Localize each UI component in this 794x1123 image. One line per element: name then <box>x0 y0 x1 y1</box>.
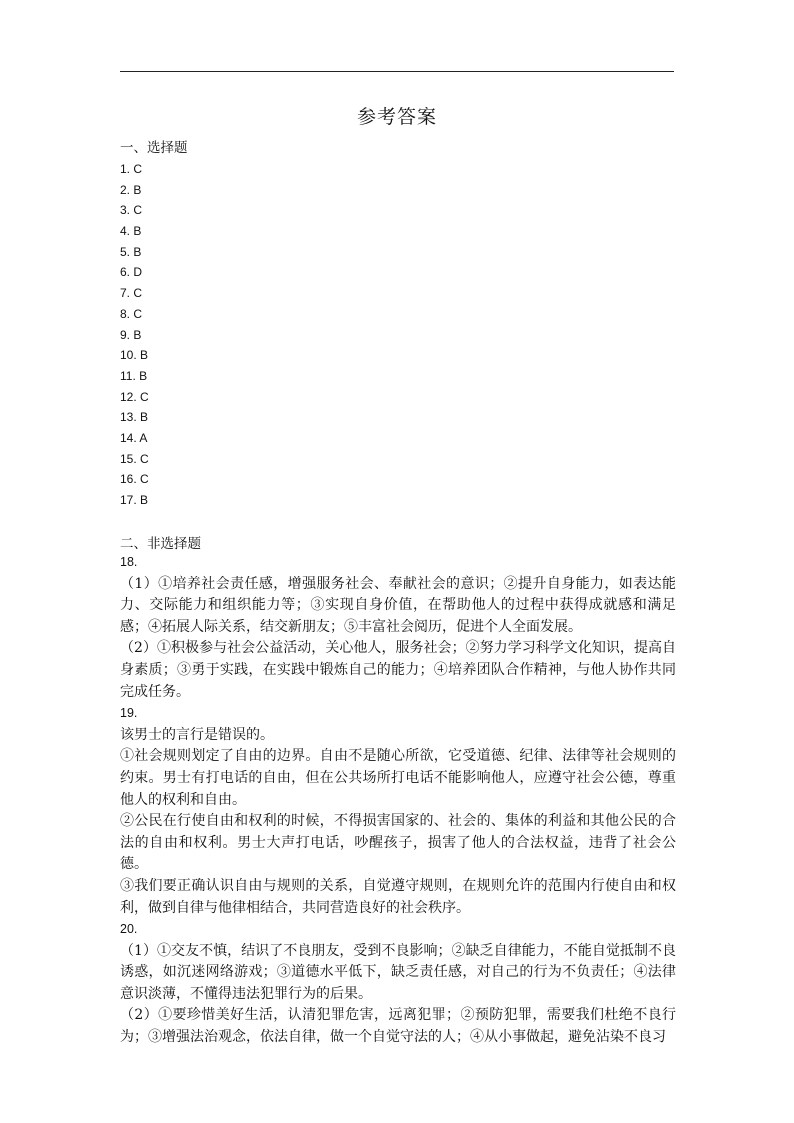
mc-answer: 8. C <box>120 306 143 321</box>
mc-answer: 6. D <box>120 265 143 280</box>
section-heading-multiple-choice: 一、选择题 <box>120 140 188 156</box>
multiple-choice-answer-list <box>120 159 149 511</box>
mc-answer: 4. B <box>120 224 142 239</box>
mc-answer: 13. B <box>120 410 149 425</box>
mc-answer: 7. C <box>120 286 143 301</box>
q20-answer-part-1: （1）①交友不慎，结识了不良朋友，受到不良影响；②缺乏自律能力，不能自觉抵制不良诱惑，如沉迷网络游戏；③道德水平低下，缺乏责任感，对自己的行为不负责任；④法律意识淡薄，不懂得违法犯罪行为的后果。 <box>120 942 676 1002</box>
mc-answer: 3. C <box>120 203 143 218</box>
open-question-answers <box>120 552 676 1049</box>
mc-answer: 14. A <box>120 430 148 445</box>
mc-answer: 16. C <box>120 472 149 487</box>
mc-answer: 12. C <box>120 389 149 404</box>
q19-point-2: ②公民在行使自由和权利的时候，不得损害国家的、社会的、集体的利益和其他公民的合法的自由和权利。男士大声打电话，吵醒孩子，损害了他人的合法权益，违背了社会公德。 <box>120 813 676 873</box>
mc-answer: 11. B <box>120 368 148 383</box>
q19-point-1: ①社会规则划定了自由的边界。自由不是随心所欲，它受道德、纪律、法律等社会规则的约束。男士有打电话的自由，但在公共场所打电话不能影响他人，应遵守社会公德，尊重他人的权利和自由。 <box>120 748 676 808</box>
mc-answer: 5. B <box>120 244 142 259</box>
mc-answer: 10. B <box>120 348 149 363</box>
q18-answer-part-1: （1）①培养社会责任感，增强服务社会、奉献社会的意识；②提升自身能力，如表达能力、交际能力和组织能力等；③实现自身价值，在帮助他人的过程中获得成就感和满足感；④拓展人际关系，结交新朋友；⑤丰富社会阅历，促进个人全面发展。 <box>120 575 676 635</box>
q20-answer-part-2: （2）①要珍惜美好生活，认清犯罪危害，远离犯罪；②预防犯罪，需要我们杜绝不良行为；③增强法治观念，依法自律，做一个自觉守法的人；④从小事做起，避免沾染不良习 <box>120 1007 676 1046</box>
mc-answer: 1. C <box>120 162 143 176</box>
q19-verdict: 该男士的言行是错误的。 <box>120 726 274 743</box>
question-number-18: 18. <box>120 555 138 569</box>
header-rule <box>120 71 674 72</box>
page-title: 参考答案 <box>356 106 437 128</box>
question-number-19: 19. <box>120 706 138 721</box>
q19-point-3: ③我们要正确认识自由与规则的关系，自觉遵守规则，在规则允许的范围内行使自由和权利，做到自律与他律相结合，共同营造良好的社会秩序。 <box>120 877 676 916</box>
section-heading-open-questions: 二、非选择题 <box>120 536 201 552</box>
mc-answer: 9. B <box>120 327 142 342</box>
mc-answer: 2. B <box>120 182 142 197</box>
question-number-20: 20. <box>120 922 138 937</box>
mc-answer: 15. C <box>120 451 149 466</box>
q18-answer-part-2: （2）①积极参与社会公益活动，关心他人，服务社会；②努力学习科学文化知识，提高自身素质；③勇于实践，在实践中锻炼自己的能力；④培养团队合作精神，与他人协作共同完成任务。 <box>120 640 676 700</box>
mc-answer: 17. B <box>120 493 149 507</box>
